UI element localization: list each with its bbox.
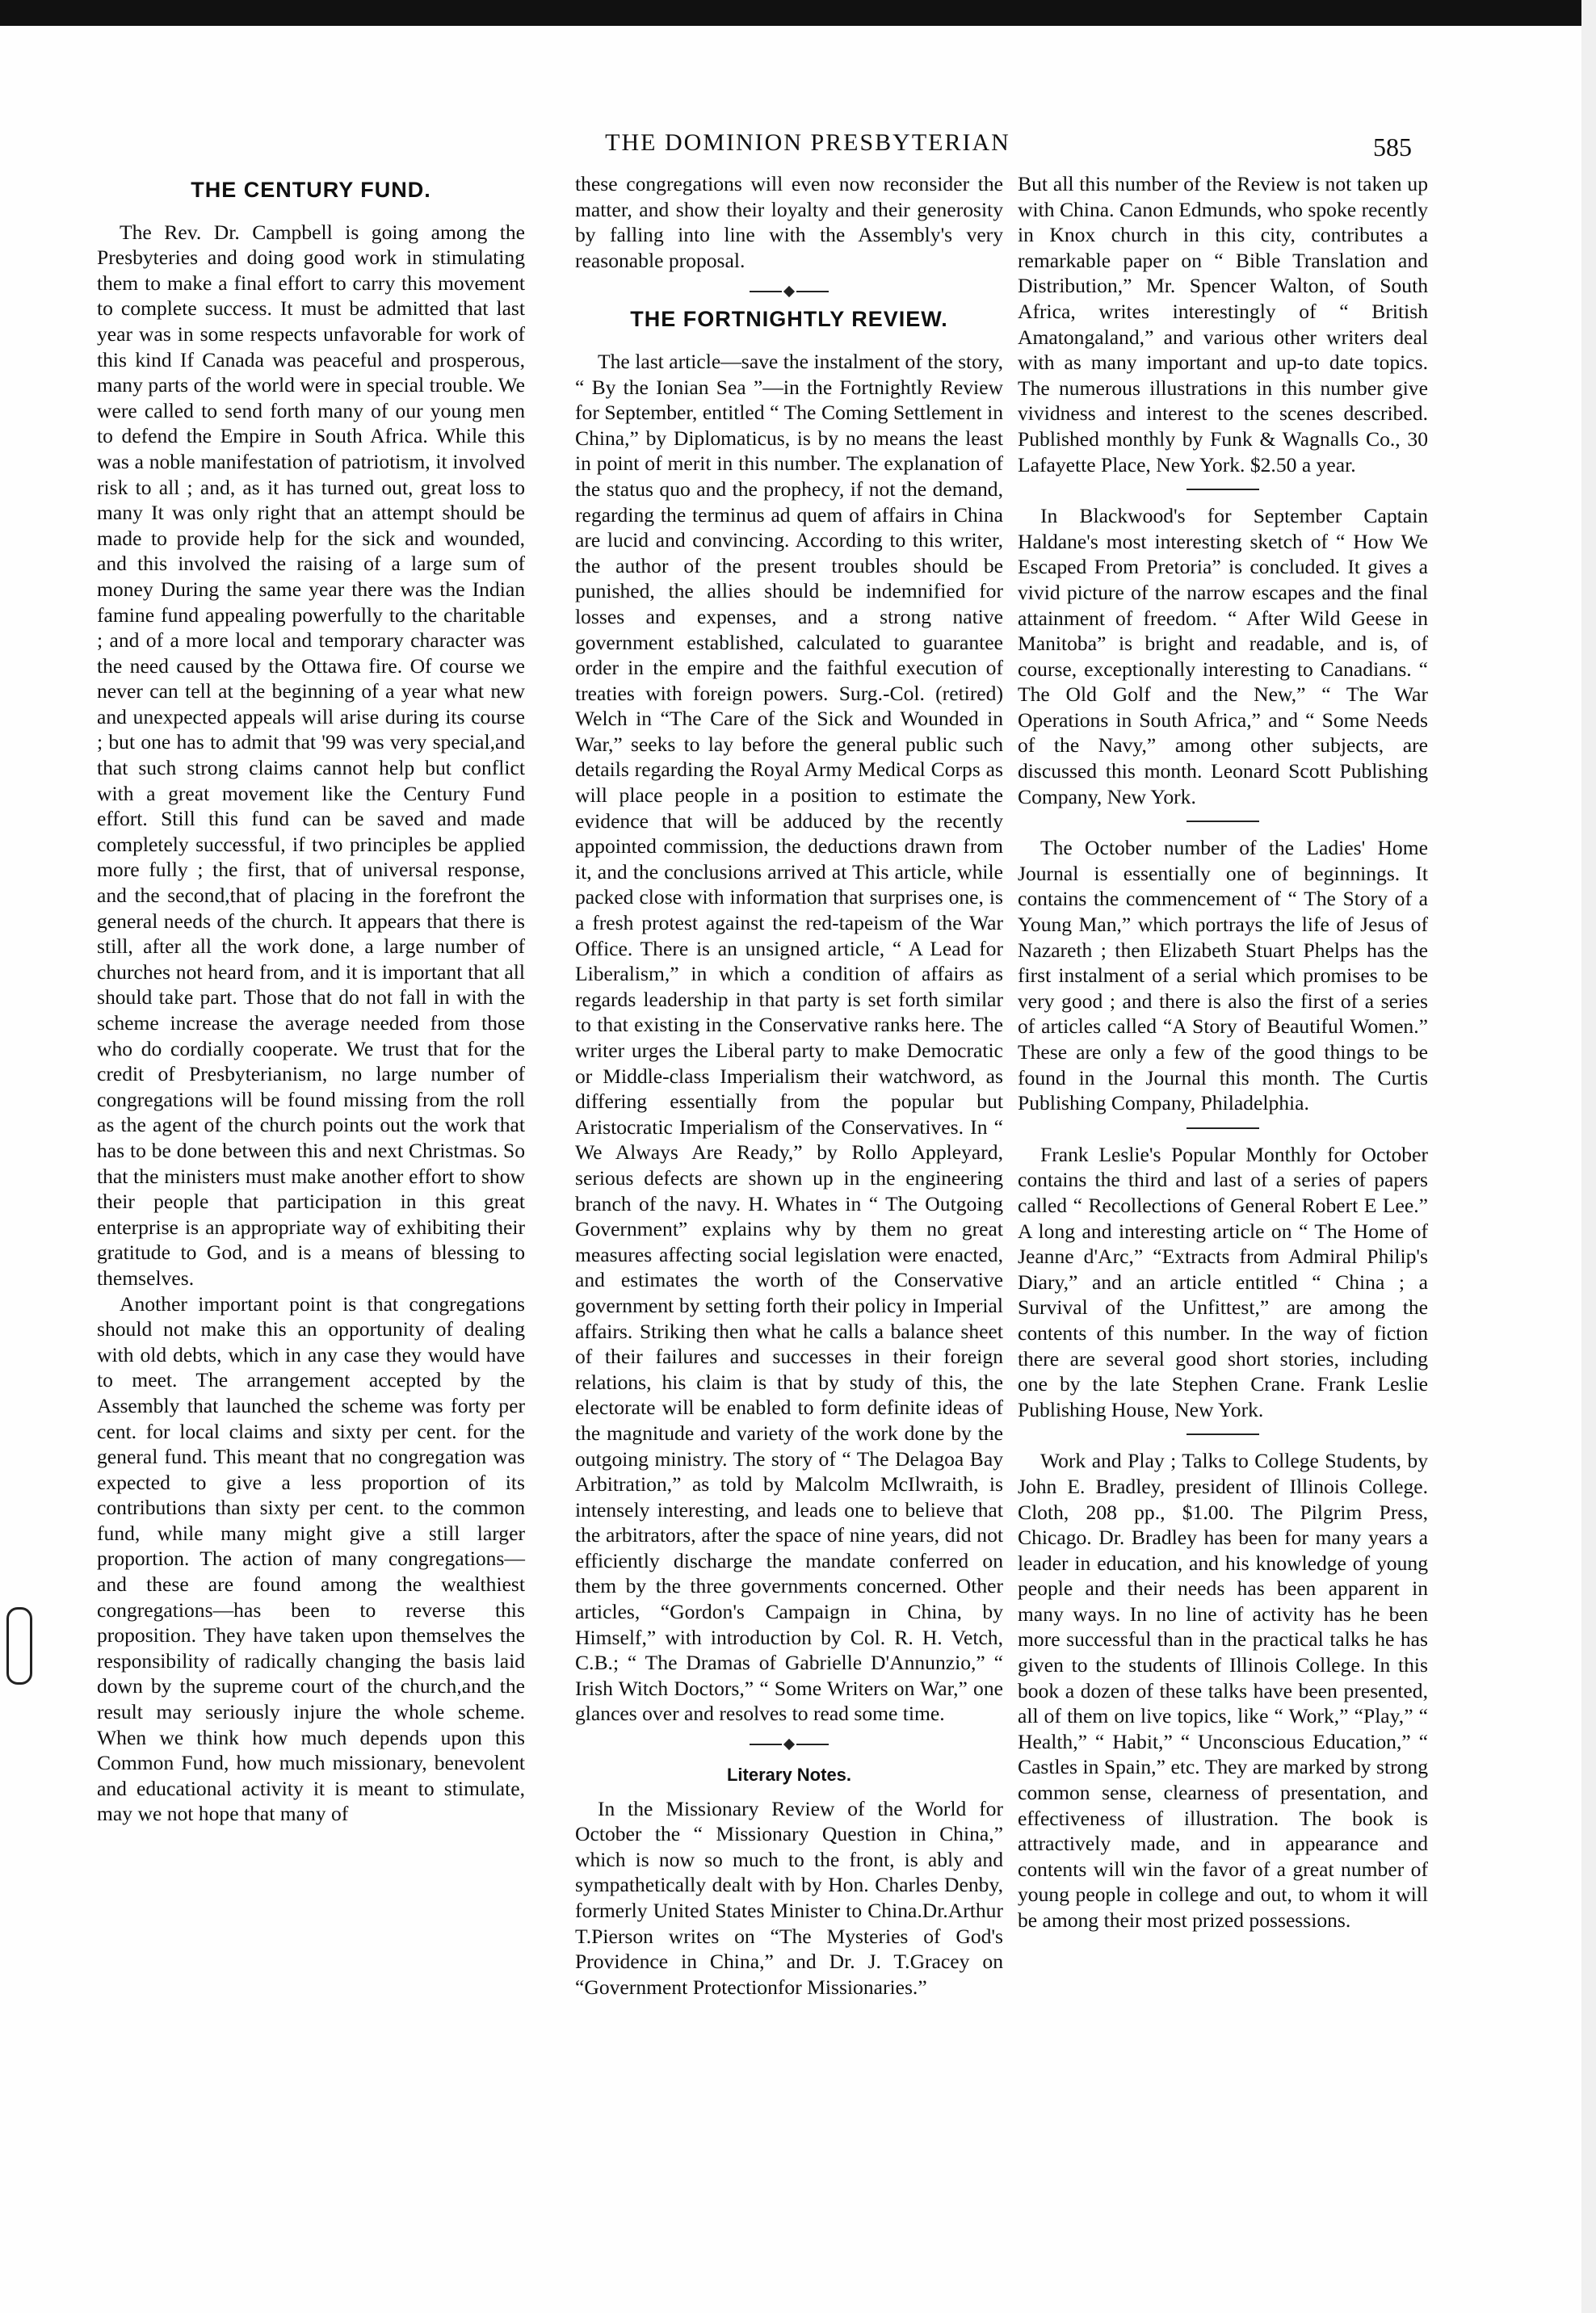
paragraph: In Blackwood's for September Captain Haldane's most interesting sketch of “ How We Escaped From Pretoria” is concluded. It gives a vivid picture of the narrow escapes and the final attainment of freedom. “ After Wild Geese in Manitoba” is bright and readable, and is, of course, exceptionally interesting to Canadians. “ The Old Golf and the New,” “ The War Operations in South Africa,” and “ Some Needs of the Navy,” among other subjects, are discussed this month. Leonard Scott Publishing Company, New York. — [1018, 504, 1428, 808]
column-2 — [575, 171, 1003, 2000]
paragraph: In the Missionary Review of the World for October the “ Missionary Question in China,” which is now so much to the front, is ably and sympathetically dealt with by Hon. Charles Denby, formerly United States Minister to China.Dr.Arthur T.Pierson writes on “The Mysteries of God's Providence in China,” and Dr. J. T.Gracey on “Government Protectionfor Missionaries.” — [575, 1796, 1003, 1999]
scan-border-top — [0, 0, 1596, 26]
section-divider — [745, 1738, 834, 1751]
heading-literary-notes: Literary Notes. — [726, 1765, 852, 1786]
section-divider — [745, 284, 834, 297]
heading-century-fund: THE CENTURY FUND. — [191, 178, 431, 202]
paragraph: Work and Play ; Talks to College Students, by John E. Bradley, president of Illinois College. Cloth, 208 pp., $1.00. The Pilgrim Press, Chicago. Dr. Bradley has been for many years a leader in education, and his knowledge of young people and their needs has been apparent in many ways. In no line of activity has he been more successful than in the practical talks he has given to the students of Illinois College. In this book a dozen of these talks have been presented, all of them on live topics, like “ Work,” “Play,” “ Health,” “ Habit,” “ Unconscious Education,” “ Castles in Spain,” etc. They are marked by strong common sense, clearness of presentation, and effectiveness of illustration. The book is attractively made, and in appearance and contents will win the favor of a great number of young people in college and out, to whom it will be among their most prized possessions. — [1018, 1449, 1428, 1932]
binding-clip-mark — [6, 1607, 32, 1685]
paragraph-continuation: these congregations will even now reconsider the matter, and show their loyalty and their generosity by falling into line with the Assembly's very reasonable proposal. — [575, 172, 1003, 272]
running-title: THE DOMINION PRESBYTERIAN — [605, 129, 1010, 156]
paragraph: Another important point is that congregations should not make this an opportunity of dealing with old debts, which in any case they would have to meet. The arrangement accepted by the Assembly that launched the scheme was forty per cent. for local claims and sixty per cent. for the general fund. This meant that no congregation was expected to give a less proportion of its contributions than sixty per cent. to the common fund, while many might give a still larger proportion. The action of many congregations—and these are found among the wealthiest congregations—has been to reverse this proposition. They have taken upon themselves the responsibility of radically changing the basis laid down by the supreme court of the church,and the result may seriously injure the whole scheme. When we think how much depends upon this Common Fund, how much missionary, benevolent and educational activity it is meant to stimulate, may we not hope that many of — [97, 1291, 525, 1826]
column-1 — [97, 171, 525, 1827]
heading-fortnightly-review: THE FORTNIGHTLY REVIEW. — [630, 307, 948, 332]
paragraph: The last article—save the instalment of the story, “ By the Ionian Sea ”—in the Fortnightly Review for September, entitled “ The Coming Settlement in China,” by Diplomaticus, is by no means the least in point of merit in this number. The explanation of the status quo and the prophecy, if not the demand, regarding the terminus ad quem of affairs in China are lucid and convincing. According to this writer, the author of the present troubles should be punished, the allies should be indemnified for losses and expenses, and a strong native government established, calculated to guarantee order in the empire and the faithful execution of treaties with foreign powers. Surg.-Col. (retired) Welch in “The Care of the Sick and Wounded in War,” seeks to lay before the general public such details regarding the Royal Army Medical Corps as will place people in a position to estimate the evidence that will be adduced by the recently appointed commission, the deductions drawn from it, and the conclusions arrived at This article, while packed close with information that surprises one, is a fresh protest against the red-tapeism of the War Office. There is an unsigned article, “ A Lead for Liberalism,” in which a condition of affairs as regards leadership in that party is set forth similar to that existing in the Conservative ranks here. The writer urges the Liberal party to make Democratic or Middle-class Imperialism their watchword, as differing essentially from the popular but Aristocratic Imperialism of the Conservatives. In “ We Always Are Ready,” by Rollo Appleyard, serious defects are shown up in the engineering branch of the navy. H. Whates in “ The Outgoing Government” explains why by them no great measures affecting social legislation were enacted, and estimates the worth of the Conservative government by setting forth their policy in Imperial affairs. Striking then what he calls a balance sheet of their failures and successes in their foreign relations, his claim is that by study of this, the electorate will be enabled to form definite ideas of the magnitude and variety of the work done by the outgoing ministry. The story of “ The Delagoa Bay Arbitration,” as told by Malcolm McIlwraith, is intensely interesting, and leads one to believe that the arbitrators, after the space of nine years, did not efficiently discharge the mandate conferred on them by the three governments concerned. Other articles, “Gordon's Campaign in China, by Himself,” with introduction by Col. R. H. Vetch, C.B.; “ The Dramas of Gabrielle D'Annunzio,” “ Irish Witch Doctors,” “ Some Writers on War,” one glances over and resolves to read some time. — [575, 349, 1003, 1726]
paragraph: The October number of the Ladies' Home Journal is essentially one of beginnings. It contains the commencement of “ The Story of a Young Man,” which portrays the life of Jesus of Nazareth ; then Elizabeth Stuart Phelps has the first instalment of a serial which promises to be very good ; and there is also the first of a series of articles called “A Story of Beautiful Women.” These are only a few of the good things to be found in the Journal this month. The Curtis Publishing Company, Philadelphia. — [1018, 836, 1428, 1115]
scan-border-right — [1581, 0, 1596, 2313]
page-number: 585 — [1373, 132, 1412, 162]
divider-rule — [1186, 489, 1259, 490]
divider-rule — [1186, 1434, 1259, 1435]
divider-rule — [1186, 1127, 1259, 1129]
paragraph-continuation: But all this number of the Review is not taken up with China. Canon Edmunds, who spoke recently in Knox church in this city, contributes a remarkable paper on “ Bible Translation and Distribution,” Mr. Spencer Walton, of South Africa, writes interestingly of “ British Amatongaland,” and various other writers deal with as many important and up-to date topics. The numerous illustrations in this number give vividness and interest to the scenes described. Published monthly by Funk & Wagnalls Co., 30 Lafayette Place, New York. $2.50 a year. — [1018, 172, 1428, 476]
divider-rule — [1186, 821, 1259, 822]
paragraph: The Rev. Dr. Campbell is going among the Presbyteries and doing good work in stimulating them to make a final effort to carry this movement to complete success. It must be admitted that last year was in some respects unfavorable for work of this kind If Canada was peaceful and prosperous, many parts of the world were in special trouble. We were called to send forth many of our young men to defend the Empire in South Africa. While this was a noble manifestation of patriotism, it involved risk to all ; and, as it has turned out, great loss to many It was only right that an attempt should be made to provide help for the sick and wounded, and this involved the raising of a large sum of money During the same year there was the Indian famine fund appealing powerfully to the charitable ; and of a more local and temporary character was the need caused by the Ottawa fire. Of course we never can tell at the beginning of a year what new and unexpected appeals will arise during its course ; but one has to admit that '99 was very special,and that such strong claims cannot help but conflict with a great movement like the Century Fund effort. Still this fund can be saved and made completely successful, if two principles be applied more fully ; the first, that of universal response, and the second,that of placing in the forefront the general needs of the church. It appears that there is still, after all the work done, a large number of churches not heard from, and it is important that all should take part. Those that do not fall in with the scheme increase the average needed from those who do cordially cooperate. We trust that for the credit of Presbyterianism, no large number of congregations will be found missing from the roll as the agent of the church points out the work that has to be done between this and next Christmas. So that the ministers must make another effort to show their people that participation in this great enterprise is an appropriate way of exhibiting their gratitude to God, and is a means of blessing to themselves. — [97, 220, 525, 1290]
column-3 — [1018, 171, 1428, 1933]
paragraph: Frank Leslie's Popular Monthly for October contains the third and last of a series of papers called “ Recollections of General Robert E Lee.” A long and interesting article on “ The Home of Jeanne d'Arc,” “Extracts from Admiral Philip's Diary,” and an article entitled “ China ; a Survival of the Unfittest,” are among the contents of this number. In the way of fiction there are several good short stories, including one by the late Stephen Crane. Frank Leslie Publishing House, New York. — [1018, 1142, 1428, 1421]
